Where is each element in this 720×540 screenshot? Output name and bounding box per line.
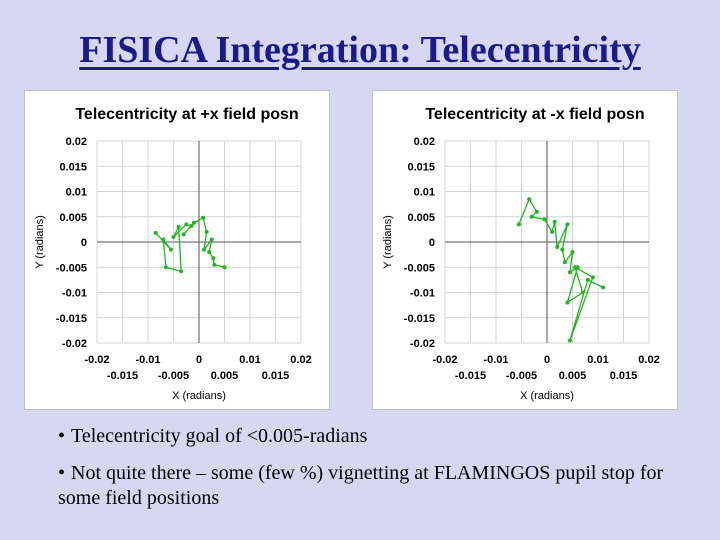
y-tick-label: 0.005: [59, 211, 87, 224]
x-tick-label: -0.015: [106, 370, 139, 382]
data-point: [202, 248, 206, 252]
data-point: [591, 275, 595, 279]
data-point: [573, 265, 577, 269]
data-point: [207, 250, 211, 254]
y-tick-label: -0.015: [403, 312, 435, 325]
x-tick-label: 0.005: [210, 370, 239, 382]
data-point: [568, 338, 572, 342]
chart-minus-x: [372, 90, 678, 410]
x-tick-label: -0.01: [135, 354, 161, 366]
data-point: [154, 231, 158, 235]
y-tick-label: 0.015: [407, 161, 435, 174]
data-point: [565, 222, 569, 226]
x-tick-label: -0.015: [454, 370, 487, 382]
bullet-list: [58, 424, 698, 523]
chart-title: Telecentricity at +x field posn: [75, 106, 299, 123]
y-tick-label: -0.01: [61, 287, 87, 300]
y-tick-label: 0.02: [65, 136, 87, 148]
x-tick-label: 0.01: [239, 354, 261, 366]
y-axis-title: Y (radians): [34, 215, 46, 269]
x-tick-label: 0.005: [558, 370, 587, 382]
data-point: [211, 256, 215, 260]
data-point: [182, 232, 186, 236]
data-point: [177, 225, 181, 229]
data-point: [555, 245, 559, 249]
y-tick-label: 0: [80, 237, 87, 249]
x-tick-label: 0.015: [261, 370, 290, 382]
data-point: [535, 210, 539, 214]
x-axis-title: X (radians): [520, 390, 574, 402]
data-point: [565, 301, 569, 305]
y-axis-title: Y (radians): [382, 215, 394, 269]
bullet-text: Telecentricity goal of <0.005-radians: [71, 425, 368, 447]
x-tick-label: 0: [195, 354, 203, 366]
bullet-item: [58, 461, 698, 511]
x-tick-label: 0.02: [638, 354, 660, 366]
data-point: [550, 230, 554, 234]
y-tick-label: -0.005: [55, 262, 87, 275]
y-tick-label: 0.005: [407, 211, 435, 224]
data-point: [201, 216, 205, 220]
y-tick-label: 0.01: [65, 186, 87, 199]
data-point: [184, 222, 188, 226]
data-point: [164, 265, 168, 269]
data-point: [560, 248, 564, 252]
x-tick-label: 0.015: [609, 370, 638, 382]
data-point: [192, 221, 196, 225]
y-tick-label: 0.015: [59, 161, 87, 174]
data-point: [169, 248, 173, 252]
x-tick-label: -0.005: [505, 370, 538, 382]
bullet-icon: •: [58, 425, 66, 447]
chart-svg: [25, 91, 329, 409]
data-point: [568, 270, 572, 274]
data-point: [527, 197, 531, 201]
data-point: [210, 237, 214, 241]
data-point: [601, 285, 605, 289]
data-point: [542, 217, 546, 221]
chart-title: Telecentricity at -x field posn: [425, 106, 645, 123]
data-point: [223, 265, 227, 269]
data-point: [563, 260, 567, 264]
x-tick-label: -0.02: [84, 354, 110, 366]
x-tick-label: -0.02: [432, 354, 458, 366]
y-tick-label: 0.01: [413, 186, 435, 199]
slide-title: FISICA Integration: Telecentricity: [79, 29, 641, 71]
y-tick-label: -0.015: [55, 312, 87, 325]
x-tick-label: 0.02: [290, 354, 312, 366]
data-point: [205, 230, 209, 234]
data-point: [517, 222, 521, 226]
y-tick-label: -0.02: [61, 338, 87, 350]
data-point: [571, 250, 575, 254]
x-tick-label: -0.01: [483, 354, 509, 366]
data-point: [172, 235, 176, 239]
x-tick-label: -0.005: [157, 370, 190, 382]
y-tick-label: -0.01: [409, 287, 435, 300]
bullet-text: Not quite there – some (few %) vignetting at FLAMINGOS pupil stop for some field positions: [58, 462, 664, 509]
x-tick-label: 0.01: [587, 354, 609, 366]
chart-svg: [373, 91, 677, 409]
x-axis-title: X (radians): [172, 390, 226, 402]
y-tick-label: -0.02: [409, 338, 435, 350]
data-point: [161, 237, 165, 241]
y-tick-label: -0.005: [403, 262, 435, 275]
data-point: [179, 269, 183, 273]
series-line: [519, 199, 603, 340]
bullet-icon: •: [58, 462, 66, 484]
chart-plus-x: [24, 90, 330, 410]
data-point: [586, 278, 590, 282]
bullet-item: [58, 424, 698, 449]
data-point: [212, 263, 216, 267]
data-point: [553, 220, 557, 224]
data-point: [581, 291, 585, 295]
x-tick-label: 0: [543, 354, 551, 366]
y-tick-label: 0: [428, 237, 435, 249]
y-tick-label: 0.02: [413, 136, 435, 148]
data-point: [530, 215, 534, 219]
